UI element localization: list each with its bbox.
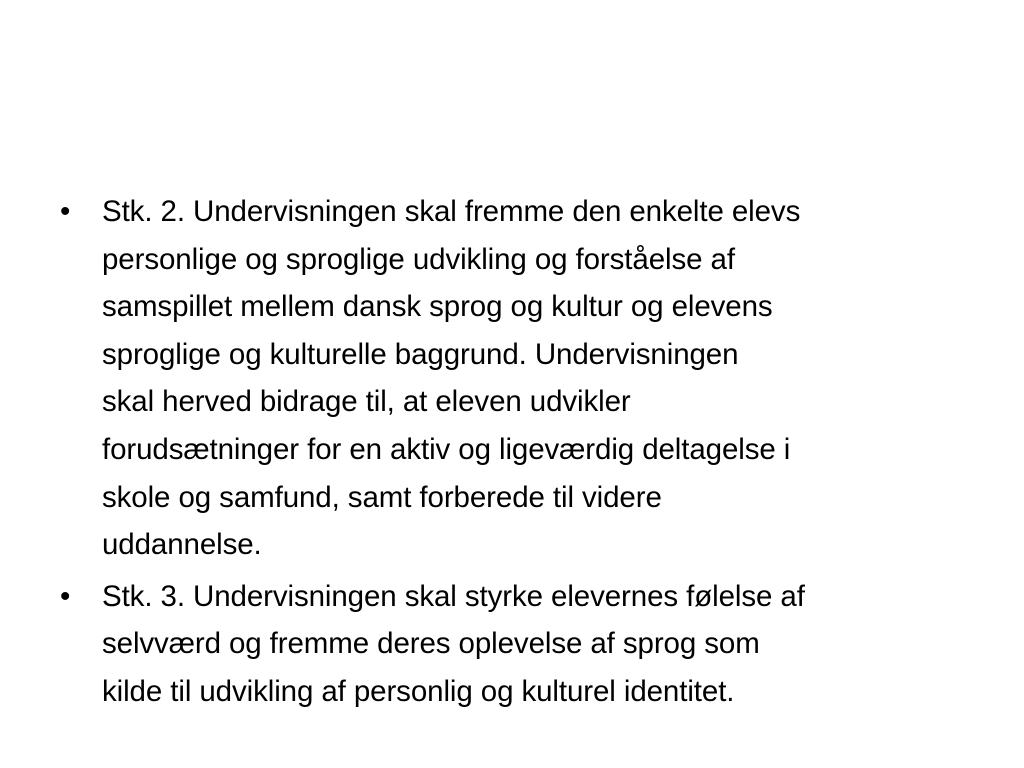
bullet-item-stk-2 bbox=[58, 188, 978, 569]
bullet-text: Stk. 3. Undervisningen skal styrke elevernes følelse af selvværd og fremme deres oplevelse af sprog som kilde til udvikling af personlig og kulturel identitet. bbox=[102, 579, 805, 708]
bullet-marker: • bbox=[60, 195, 71, 228]
bullet-list bbox=[58, 188, 978, 720]
bullet-item-stk-3 bbox=[58, 573, 978, 716]
bullet-text: Stk. 2. Undervisningen skal fremme den enkelte elevs personlige og sproglige udvikling og forståelse af samspillet mellem dansk sprog og kultur og elevens sproglige og kulturelle baggrund. Undervisningen skal herved bidrage til, at eleven udvikler forudsætninger for en aktiv og ligeværdig deltagelse i skole og samfund, samt forberede til videre uddannelse. bbox=[102, 195, 801, 562]
bullet-marker: • bbox=[60, 579, 71, 613]
